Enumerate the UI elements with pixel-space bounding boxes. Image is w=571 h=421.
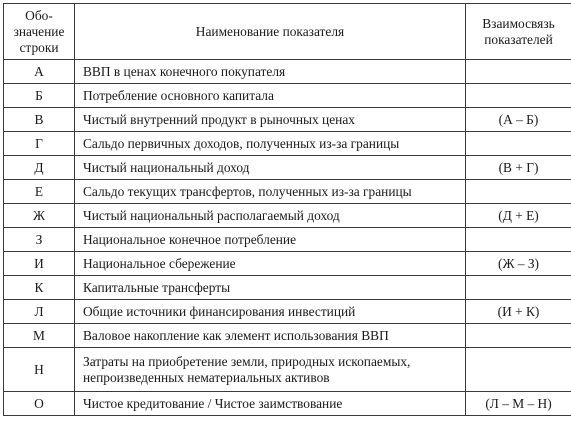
- row-name: Чистый внутренний продукт в рыночных ценах: [75, 108, 466, 132]
- row-code: Д: [4, 156, 75, 180]
- row-relation: [466, 132, 571, 156]
- row-name: Затраты на приобретение земли, природных ископаемых, непроизведенных нематериальных активов: [75, 348, 466, 392]
- row-relation: [466, 228, 571, 252]
- row-name: Национальное конечное потребление: [75, 228, 466, 252]
- row-relation: (А – Б): [466, 108, 571, 132]
- row-name: Чистый национальный располагаемый доход: [75, 204, 466, 228]
- table-row: [4, 204, 571, 228]
- indicators-table: [3, 3, 571, 416]
- table-row: [4, 180, 571, 204]
- row-code: Б: [4, 84, 75, 108]
- row-code: Г: [4, 132, 75, 156]
- row-name: Чистый национальный доход: [75, 156, 466, 180]
- row-code: К: [4, 276, 75, 300]
- table-row: [4, 84, 571, 108]
- row-relation: (И + К): [466, 300, 571, 324]
- header-row: [4, 4, 571, 60]
- row-relation: (Л – М – Н): [466, 392, 571, 416]
- row-code: З: [4, 228, 75, 252]
- row-code: М: [4, 324, 75, 348]
- table-row: [4, 108, 571, 132]
- row-relation: [466, 84, 571, 108]
- row-name: Капитальные трансферты: [75, 276, 466, 300]
- row-code: В: [4, 108, 75, 132]
- row-relation: [466, 180, 571, 204]
- table-row: [4, 60, 571, 84]
- row-relation: (Ж – З): [466, 252, 571, 276]
- row-relation: [466, 324, 571, 348]
- row-relation: [466, 60, 571, 84]
- row-name: Чистое кредитование / Чистое заимствование: [75, 392, 466, 416]
- row-code: И: [4, 252, 75, 276]
- table-row: [4, 348, 571, 392]
- table-row: [4, 300, 571, 324]
- row-name: ВВП в ценах конечного покупателя: [75, 60, 466, 84]
- row-code: О: [4, 392, 75, 416]
- table-row: [4, 392, 571, 416]
- table-row: [4, 276, 571, 300]
- table-row: [4, 324, 571, 348]
- header-relation: Взаимосвязь показателей: [466, 4, 571, 60]
- row-name: Национальное сбережение: [75, 252, 466, 276]
- table-row: [4, 156, 571, 180]
- table-row: [4, 132, 571, 156]
- row-name: Сальдо текущих трансфертов, полученных из-за границы: [75, 180, 466, 204]
- header-code: Обо- значение строки: [4, 4, 75, 60]
- row-name: Потребление основного капитала: [75, 84, 466, 108]
- row-relation: [466, 348, 571, 392]
- table-row: [4, 228, 571, 252]
- row-name: Валовое накопление как элемент использования ВВП: [75, 324, 466, 348]
- row-relation: (В + Г): [466, 156, 571, 180]
- row-code: Л: [4, 300, 75, 324]
- row-code: Ж: [4, 204, 75, 228]
- row-code: А: [4, 60, 75, 84]
- row-name: Сальдо первичных доходов, полученных из-за границы: [75, 132, 466, 156]
- table-row: [4, 252, 571, 276]
- row-name: Общие источники финансирования инвестиций: [75, 300, 466, 324]
- row-relation: (Д + Е): [466, 204, 571, 228]
- row-relation: [466, 276, 571, 300]
- header-name: Наименование показателя: [75, 4, 466, 60]
- row-code: Н: [4, 348, 75, 392]
- row-code: Е: [4, 180, 75, 204]
